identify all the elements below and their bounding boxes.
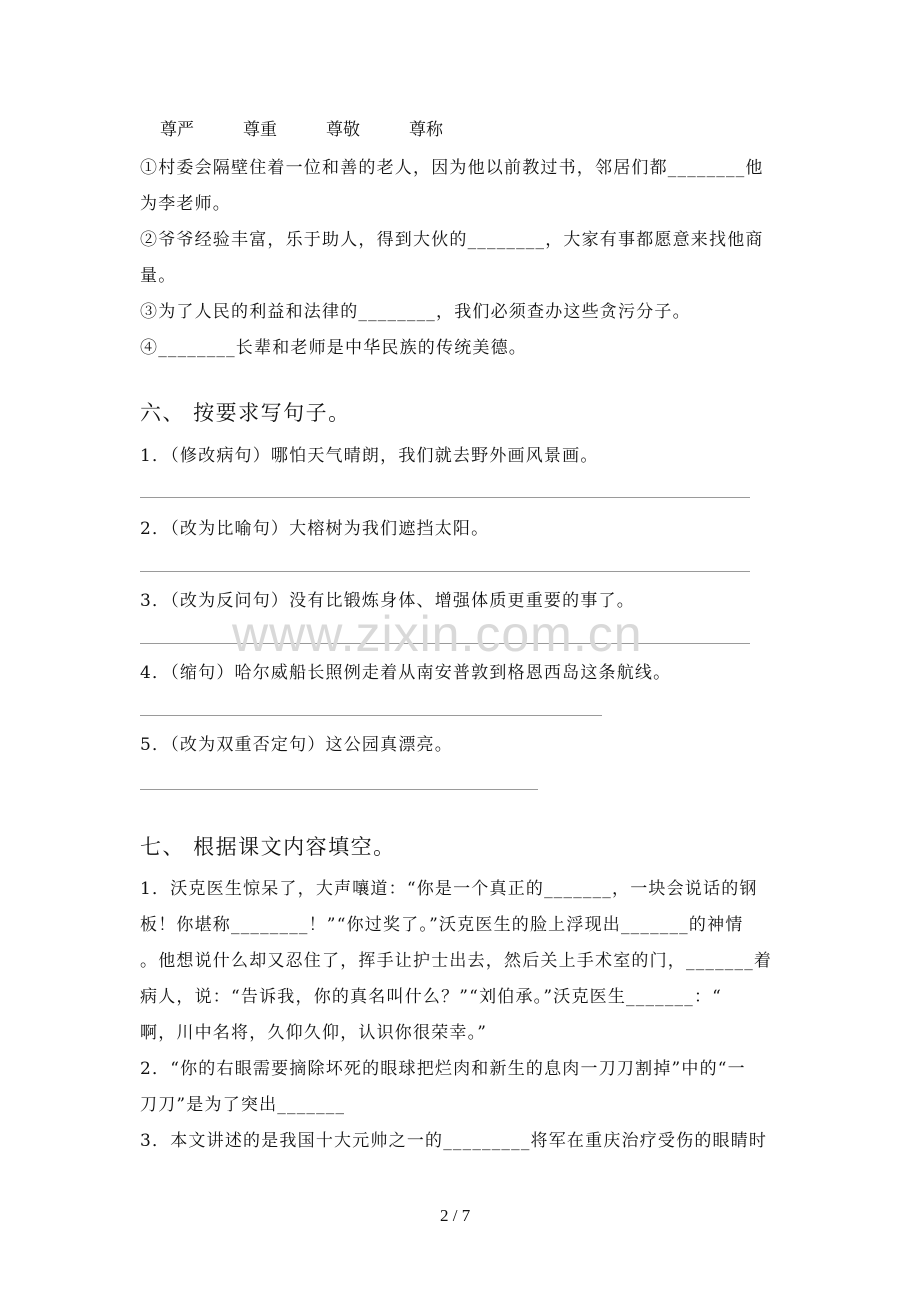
rewrite-question-4: 4．（缩句）哈尔威船长照例走着从南安普敦到格恩西岛这条航线。	[140, 663, 672, 683]
rewrite-question-1: 1．（修改病句）哪怕天气晴朗，我们就去野外画风景画。	[140, 446, 599, 466]
passage-line-7: 刀刀”是为了突出_______	[140, 1095, 346, 1115]
answer-line-5[interactable]	[140, 789, 538, 790]
section-6-heading: 六、 按要求写句子。	[140, 401, 351, 425]
fill-question-4: ④________长辈和老师是中华民族的传统美德。	[140, 338, 527, 358]
passage-line-4: 病人，说：“告诉我，你的真名叫什么？”“刘伯承。”沃克医生_______：“	[140, 987, 723, 1007]
fill-question-2-line-2: 量。	[140, 266, 177, 286]
answer-line-1[interactable]	[140, 497, 750, 498]
passage-line-3: 。他想说什么却又忍住了，挥手让护士出去，然后关上手术室的门，_______着	[140, 951, 773, 971]
word-option-2: 尊重	[243, 120, 277, 140]
word-option-1: 尊严	[160, 120, 194, 140]
fill-question-1-line-1: ①村委会隔壁住着一位和善的老人，因为他以前教过书，邻居们都________他	[140, 158, 764, 178]
fill-question-2-line-1: ②爷爷经验丰富，乐于助人，得到大伙的________，大家有事都愿意来找他商	[140, 230, 764, 250]
fill-question-3: ③为了人民的利益和法律的________，我们必须查办这些贪污分子。	[140, 302, 691, 322]
watermark: www.zixin.com.cn	[232, 606, 643, 662]
fill-question-1-line-2: 为李老师。	[140, 194, 231, 214]
passage-line-8: 3．本文讲述的是我国十大元帅之一的_________将军在重庆治疗受伤的眼睛时	[140, 1131, 768, 1151]
rewrite-question-3: 3．（改为反问句）没有比锻炼身体、增强体质更重要的事了。	[140, 591, 635, 611]
passage-line-2: 板！你堪称________！”“你过奖了。”沃克医生的脸上浮现出_______的神情	[140, 915, 744, 935]
word-option-3: 尊敬	[326, 120, 360, 140]
answer-line-2[interactable]	[140, 571, 750, 572]
page-number: 2 / 7	[440, 1206, 471, 1225]
passage-line-6: 2．“你的右眼需要摘除坏死的眼球把烂肉和新生的息肉一刀刀割掉”中的“一	[140, 1059, 746, 1079]
rewrite-question-2: 2．（改为比喻句）大榕树为我们遮挡太阳。	[140, 519, 490, 539]
passage-line-5: 啊，川中名将，久仰久仰，认识你很荣幸。”	[140, 1023, 488, 1043]
word-option-4: 尊称	[409, 120, 443, 140]
rewrite-question-5: 5．（改为双重否定句）这公园真漂亮。	[140, 735, 453, 755]
answer-line-4[interactable]	[140, 715, 602, 716]
section-7-heading: 七、 根据课文内容填空。	[140, 835, 396, 859]
passage-line-1: 1．沃克医生惊呆了，大声嚷道：“你是一个真正的_______，一块会说话的钢	[140, 879, 758, 899]
